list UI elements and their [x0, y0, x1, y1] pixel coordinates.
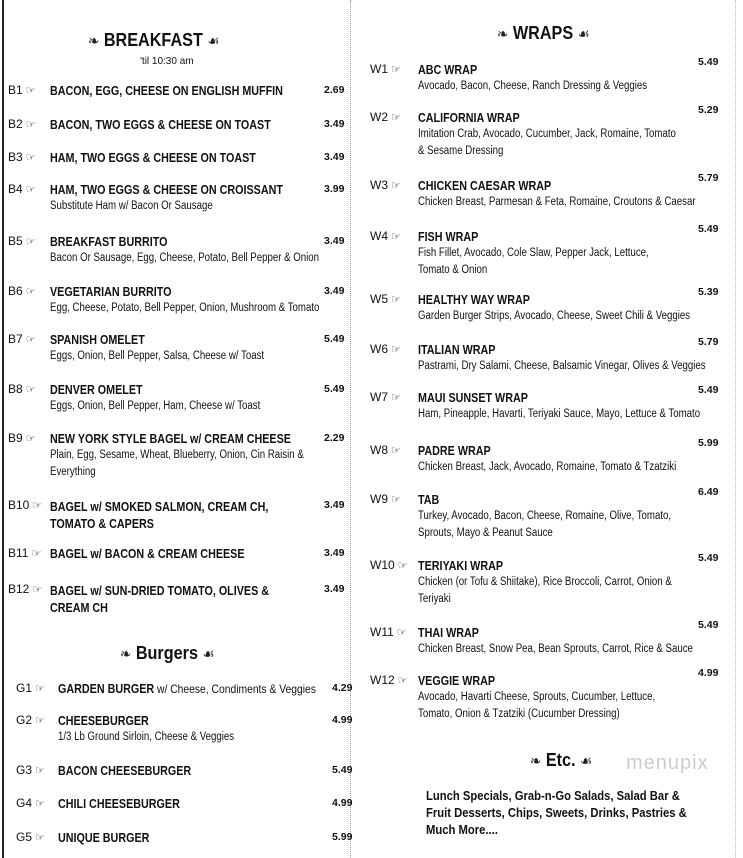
- item-code: B3: [8, 150, 23, 164]
- item-description: [418, 194, 696, 211]
- item-code: B12: [8, 582, 30, 596]
- item-name-text: BACON CHEESEBURGER: [58, 764, 192, 778]
- column-divider: [350, 0, 351, 858]
- item-name: [418, 559, 503, 573]
- item-code: W3: [370, 178, 388, 192]
- item-price: 3.49: [324, 235, 345, 247]
- item-price: 5.49: [698, 223, 719, 235]
- pointing-hand-icon: ☞: [25, 151, 36, 164]
- item-code: W12: [370, 673, 395, 687]
- item-price: 3.49: [324, 151, 345, 163]
- item-name-text: VEGETARIAN BURRITO: [50, 285, 172, 299]
- item-description: [418, 78, 647, 95]
- item-code: W8: [370, 443, 388, 457]
- description-line: Bacon Or Sausage, Egg, Cheese, Potato, Bell Pepper & Onion: [50, 252, 320, 264]
- pointing-hand-icon: ☞: [25, 84, 36, 97]
- item-price: 4.99: [698, 667, 719, 679]
- item-price: 3.49: [324, 499, 345, 511]
- item-price: 5.79: [698, 336, 719, 348]
- etc-description: [426, 788, 687, 839]
- item-description: [50, 250, 319, 267]
- item-price: 5.49: [332, 764, 353, 776]
- item-name-text: GARDEN BURGER: [58, 682, 155, 696]
- item-code: W4: [370, 229, 388, 243]
- description-line: Eggs, Onion, Bell Pepper, Ham, Cheese w/ Toast: [50, 400, 261, 412]
- item-price: 5.49: [698, 56, 719, 68]
- description-line: Egg, Cheese, Potato, Bell Pepper, Onion, Mushroom & Tomato: [50, 302, 320, 314]
- item-name: [50, 183, 283, 197]
- item-name: [418, 626, 479, 640]
- description-line: Everything: [50, 466, 96, 478]
- item-lead: [370, 110, 401, 124]
- item-name: [418, 230, 478, 244]
- scan-edge: [735, 0, 736, 858]
- item-code: B11: [8, 546, 29, 560]
- description-line: Eggs, Onion, Bell Pepper, Salsa, Cheese w/ Toast: [50, 350, 265, 362]
- item-name-text: BACON, EGG, CHEESE ON ENGLISH MUFFIN: [50, 84, 283, 98]
- description-line: Pastrami, Dry Salami, Cheese, Balsamic Vinegar, Olives & Veggies: [418, 360, 706, 372]
- item-lead: [370, 443, 401, 457]
- item-description: [418, 308, 690, 325]
- item-code: B10: [8, 498, 30, 512]
- item-code: G2: [16, 713, 33, 727]
- item-name-text: CHEESEBURGER: [58, 714, 149, 728]
- item-code: W6: [370, 342, 388, 356]
- pointing-hand-icon: ☞: [391, 293, 401, 306]
- item-name-text: TOMATO & CAPERS: [50, 517, 154, 531]
- item-code: B2: [8, 117, 23, 131]
- etc-title: Etc.: [545, 750, 576, 770]
- item-lead: [370, 625, 407, 639]
- description-line: Avocado, Bacon, Cheese, Ranch Dressing & Veggies: [418, 80, 648, 92]
- description-line: Imitation Crab, Avocado, Cucumber, Jack, Romaine, Tomato: [418, 128, 676, 140]
- item-name: [418, 391, 528, 405]
- etc-line: Fruit Desserts, Chips, Sweets, Drinks, Pastries &: [426, 806, 687, 820]
- description-line: Teriyaki: [418, 593, 451, 605]
- description-line: Turkey, Avocado, Bacon, Cheese, Romaine, Olive, Tomato,: [418, 510, 672, 522]
- item-name: [418, 674, 495, 688]
- pointing-hand-icon: ☞: [25, 235, 36, 248]
- item-name-text: CREAM CH: [50, 601, 108, 615]
- pointing-hand-icon: ☞: [397, 674, 408, 687]
- item-code: G5: [16, 830, 33, 844]
- item-name-text: UNIQUE BURGER: [58, 831, 150, 845]
- item-price: 5.39: [698, 286, 719, 298]
- item-name: [50, 151, 256, 165]
- item-lead: [370, 229, 401, 243]
- item-name-text: ABC WRAP: [418, 63, 478, 77]
- item-lead: [16, 713, 45, 727]
- item-name-text: TAB: [418, 493, 440, 507]
- description-line: 1/3 Lb Ground Sirloin, Cheese & Veggies: [58, 731, 235, 743]
- pointing-hand-icon: ☞: [35, 714, 45, 727]
- item-name: [58, 831, 149, 845]
- item-code: B8: [8, 382, 23, 396]
- pointing-hand-icon: ☞: [32, 583, 43, 596]
- item-name-text: CHICKEN CAESAR WRAP: [418, 179, 552, 193]
- item-code: B6: [8, 284, 23, 298]
- item-lead: [8, 117, 36, 131]
- item-name: [50, 383, 143, 397]
- ornament-right-icon: ☙: [207, 33, 220, 50]
- description-line: Substitute Ham w/ Bacon Or Sausage: [50, 200, 213, 212]
- item-description: [418, 126, 676, 160]
- pointing-hand-icon: ☞: [31, 547, 42, 560]
- item-lead: [16, 830, 45, 844]
- item-code: W2: [370, 110, 388, 124]
- item-lead: [8, 431, 36, 445]
- pointing-hand-icon: ☞: [397, 559, 408, 572]
- pointing-hand-icon: ☞: [35, 797, 45, 810]
- item-price: 4.99: [332, 797, 353, 809]
- etc-line: Lunch Specials, Grab-n-Go Salads, Salad Bar &: [426, 789, 680, 803]
- item-description: [418, 459, 676, 476]
- item-price: 2.29: [324, 432, 345, 444]
- item-lead: [370, 673, 408, 687]
- item-name-text: HAM, TWO EGGS & CHEESE ON TOAST: [50, 151, 256, 165]
- pointing-hand-icon: ☞: [32, 499, 43, 512]
- ornament-right-icon: ☙: [580, 753, 593, 770]
- item-code: W7: [370, 390, 388, 404]
- ornament-right-icon: ☙: [577, 26, 590, 43]
- item-price: 5.79: [698, 172, 719, 184]
- item-code: W5: [370, 292, 388, 306]
- item-inline-description: w/ Cheese, Condiments & Veggies: [154, 682, 316, 696]
- item-description: [418, 508, 671, 542]
- item-name-text: NEW YORK STYLE BAGEL w/ CREAM CHEESE: [50, 432, 291, 446]
- item-description: [418, 358, 706, 375]
- item-name: [50, 235, 167, 249]
- item-name-text: SPANISH OMELET: [50, 333, 145, 347]
- description-line: Sprouts, Mayo & Peanut Sauce: [418, 527, 553, 539]
- item-lead: [8, 498, 42, 512]
- item-lead: [8, 150, 36, 164]
- item-name: [50, 333, 145, 347]
- item-price: 5.49: [324, 333, 345, 345]
- ornament-left-icon: ❧: [530, 753, 542, 770]
- item-lead: [370, 178, 401, 192]
- item-lead: [370, 342, 401, 356]
- pointing-hand-icon: ☞: [391, 343, 401, 356]
- item-lead: [8, 382, 36, 396]
- item-lead: [8, 332, 36, 346]
- pointing-hand-icon: ☞: [396, 626, 407, 639]
- item-name: [418, 111, 520, 125]
- item-name-text: FISH WRAP: [418, 230, 479, 244]
- item-code: B5: [8, 234, 23, 248]
- breakfast-heading: [88, 30, 219, 51]
- item-lead: [16, 796, 45, 810]
- item-name: [418, 63, 477, 77]
- item-code: B9: [8, 431, 23, 445]
- pointing-hand-icon: ☞: [25, 118, 36, 131]
- item-price: 4.99: [332, 714, 353, 726]
- pointing-hand-icon: ☞: [391, 179, 401, 192]
- pointing-hand-icon: ☞: [391, 391, 401, 404]
- item-name-text: HEALTHY WAY WRAP: [418, 293, 530, 307]
- item-name-text: BACON, TWO EGGS & CHEESE ON TOAST: [50, 118, 271, 132]
- item-price: 3.99: [324, 183, 345, 195]
- item-description: [50, 348, 264, 365]
- item-name-text: TERIYAKI WRAP: [418, 559, 504, 573]
- description-line: Garden Burger Strips, Avocado, Cheese, Sweet Chili & Veggies: [418, 310, 691, 322]
- wraps-title: WRAPS: [512, 23, 574, 43]
- item-name: [58, 682, 316, 696]
- item-name: [418, 493, 439, 507]
- pointing-hand-icon: ☞: [25, 183, 36, 196]
- pointing-hand-icon: ☞: [391, 63, 401, 76]
- watermark-logo: menupix: [626, 752, 709, 774]
- item-name-text: BAGEL w/ SUN-DRIED TOMATO, OLIVES &: [50, 584, 270, 598]
- description-line: Chicken Breast, Snow Pea, Bean Sprouts, Carrot, Rice & Sauce: [418, 643, 693, 655]
- description-line: Avocado, Havarti Cheese, Sprouts, Cucumber, Lettuce,: [418, 691, 656, 703]
- pointing-hand-icon: ☞: [25, 432, 36, 445]
- etc-heading: [530, 750, 592, 771]
- item-description: [418, 641, 693, 658]
- item-name: [50, 84, 283, 98]
- description-line: Fish Fillet, Avocado, Cole Slaw, Pepper Jack, Lettuce,: [418, 247, 649, 259]
- item-code: G1: [16, 681, 33, 695]
- item-lead: [370, 492, 401, 506]
- burgers-heading: [120, 643, 215, 664]
- item-name: [418, 293, 530, 307]
- pointing-hand-icon: ☞: [35, 764, 45, 777]
- item-lead: [8, 234, 36, 248]
- description-line: Tomato & Onion: [418, 264, 488, 276]
- item-lead: [370, 62, 401, 76]
- item-name-text: ITALIAN WRAP: [418, 343, 496, 357]
- item-description: [418, 245, 649, 279]
- item-description: [418, 689, 655, 723]
- item-name-text: VEGGIE WRAP: [418, 674, 496, 688]
- pointing-hand-icon: ☞: [391, 493, 401, 506]
- item-price: 5.49: [324, 383, 345, 395]
- item-name: [50, 499, 268, 533]
- item-name: [50, 285, 171, 299]
- item-lead: [370, 558, 408, 572]
- item-name: [50, 583, 269, 617]
- pointing-hand-icon: ☞: [25, 333, 36, 346]
- description-line: Plain, Egg, Sesame, Wheat, Blueberry, Onion, Cin Raisin &: [50, 449, 304, 461]
- item-name-text: THAI WRAP: [418, 626, 479, 640]
- item-name: [418, 444, 491, 458]
- item-name: [58, 714, 149, 728]
- item-lead: [370, 390, 401, 404]
- item-name: [50, 118, 271, 132]
- item-lead: [8, 284, 36, 298]
- etc-line: Much More....: [426, 823, 498, 837]
- item-lead: [8, 182, 36, 196]
- item-code: W9: [370, 492, 388, 506]
- ornament-left-icon: ❧: [88, 33, 100, 50]
- item-price: 3.49: [324, 285, 345, 297]
- item-lead: [16, 763, 45, 777]
- breakfast-hours: 'til 10:30 am: [140, 56, 194, 67]
- item-description: [58, 729, 234, 746]
- breakfast-title: BREAKFAST: [103, 30, 203, 50]
- item-price: 5.99: [332, 831, 353, 843]
- item-code: G3: [16, 763, 33, 777]
- description-line: Tomato, Onion & Tzatziki (Cucumber Dressing): [418, 708, 620, 720]
- item-name: [50, 432, 291, 446]
- item-price: 3.49: [324, 118, 345, 130]
- item-name: [418, 179, 551, 193]
- wraps-heading: [497, 23, 590, 44]
- item-description: [418, 406, 700, 423]
- item-price: 6.49: [698, 486, 719, 498]
- description-line: Chicken Breast, Jack, Avocado, Romaine, Tomato & Tzatziki: [418, 461, 677, 473]
- item-lead: [8, 83, 36, 97]
- item-code: B4: [8, 182, 23, 196]
- item-lead: [8, 582, 42, 596]
- item-price: 5.49: [698, 384, 719, 396]
- item-code: B7: [8, 332, 23, 346]
- item-lead: [370, 292, 401, 306]
- pointing-hand-icon: ☞: [25, 383, 36, 396]
- item-lead: [16, 681, 45, 695]
- item-name-text: BAGEL w/ SMOKED SALMON, CREAM CH,: [50, 500, 269, 514]
- item-name: [58, 764, 191, 778]
- item-name: [58, 797, 180, 811]
- burgers-title: Burgers: [135, 643, 198, 663]
- item-name: [418, 343, 495, 357]
- page-border: [2, 0, 4, 858]
- item-description: [50, 198, 213, 215]
- item-code: G4: [16, 796, 33, 810]
- item-price: 3.49: [324, 547, 345, 559]
- description-line: Chicken Breast, Parmesan & Feta, Romaine, Croutons & Caesar: [418, 196, 696, 208]
- description-line: & Sesame Dressing: [418, 145, 504, 157]
- item-name-text: BREAKFAST BURRITO: [50, 235, 168, 249]
- item-price: 2.69: [324, 84, 345, 96]
- pointing-hand-icon: ☞: [391, 444, 401, 457]
- pointing-hand-icon: ☞: [35, 682, 45, 695]
- item-price: 5.29: [698, 104, 719, 116]
- item-price: 5.99: [698, 437, 719, 449]
- item-description: [418, 574, 672, 608]
- item-name-text: BAGEL w/ BACON & CREAM CHEESE: [50, 547, 245, 561]
- item-code: W1: [370, 62, 388, 76]
- description-line: Chicken (or Tofu & Shiitake), Rice Broccoli, Carrot, Onion &: [418, 576, 672, 588]
- item-description: [50, 300, 319, 317]
- item-price: 3.49: [324, 583, 345, 595]
- item-price: 4.29: [332, 682, 353, 694]
- item-name-text: HAM, TWO EGGS & CHEESE ON CROISSANT: [50, 183, 283, 197]
- pointing-hand-icon: ☞: [25, 285, 36, 298]
- item-name-text: DENVER OMELET: [50, 383, 143, 397]
- item-description: [50, 447, 304, 481]
- description-line: Ham, Pineapple, Havarti, Teriyaki Sauce, Mayo, Lettuce & Tomato: [418, 408, 701, 420]
- ornament-left-icon: ❧: [120, 646, 132, 663]
- item-name-text: MAUI SUNSET WRAP: [418, 391, 528, 405]
- item-price: 5.49: [698, 552, 719, 564]
- pointing-hand-icon: ☞: [35, 831, 45, 844]
- pointing-hand-icon: ☞: [391, 111, 401, 124]
- item-price: 5.49: [698, 619, 719, 631]
- item-description: [50, 398, 260, 415]
- ornament-right-icon: ☙: [202, 646, 215, 663]
- item-name: [50, 547, 245, 561]
- item-name-text: PADRE WRAP: [418, 444, 491, 458]
- item-code: W11: [370, 625, 394, 639]
- item-code: W10: [370, 558, 395, 572]
- item-lead: [8, 546, 41, 560]
- item-name-text: CALIFORNIA WRAP: [418, 111, 520, 125]
- item-code: B1: [8, 83, 23, 97]
- ornament-left-icon: ❧: [497, 26, 509, 43]
- pointing-hand-icon: ☞: [391, 230, 401, 243]
- item-name-text: CHILI CHEESEBURGER: [58, 797, 180, 811]
